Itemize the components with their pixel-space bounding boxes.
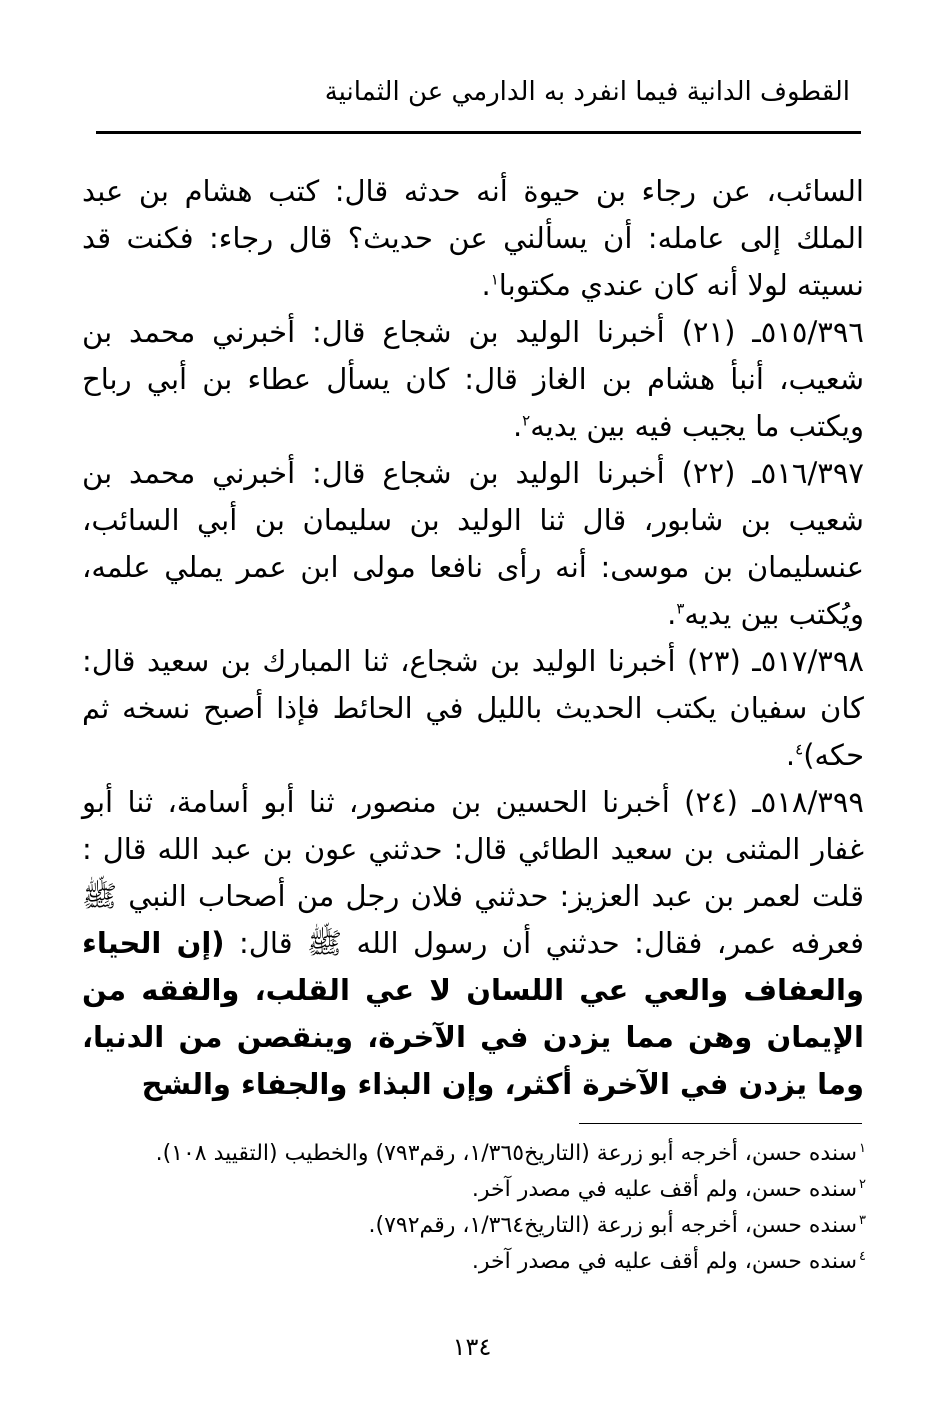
footnote-number: ٢ xyxy=(859,1176,866,1192)
hadith-number: ٥١٧/٣٩٨ـ (٢٣) xyxy=(687,644,865,678)
footnote-number: ٤ xyxy=(859,1248,866,1264)
footnote-text: سنده حسن، ولم أقف عليه في مصدر آخر. xyxy=(471,1249,858,1274)
paragraph-text: أخبرنا الحسين بن منصور، ثنا أبو أسامة، ثنا أبو غفار المثنى بن سعيد الطائي قال: حدثني عون بن عبد الله قال : قلت لعمر بن عبد العزيز: حدثني فلان رجل من أصحاب النبي ﷺ فعرفه عمر، فقال: حدثني أن رسول الله ﷺ قال: xyxy=(82,785,864,960)
footnotes xyxy=(80,1136,866,1280)
paragraph-text: السائب، عن رجاء بن حيوة أنه حدثه قال: كتب هشام بن عبد الملك إلى عامله: أن يسألني عن حديث؟ قال رجاء: فكنت قد نسيته لولا أنه كان عندي مكتوبا xyxy=(82,174,864,302)
footnote-number: ٣ xyxy=(859,1212,866,1228)
paragraph-continuation xyxy=(82,168,864,309)
paragraph-text: أخبرنا الوليد بن شجاع قال: أخبرني محمد بن شعيب بن شابور، قال ثنا الوليد بن سليمان بن أبي السائب، عنسليمان بن موسى: أنه رأى نافعا مولى ابن عمر يملي علمه، ويُكتب بين يديه xyxy=(82,456,864,631)
footnote xyxy=(80,1244,866,1280)
paragraph-end: . xyxy=(667,597,677,631)
footnote-rule xyxy=(579,1123,862,1124)
hadith-number: ٥١٨/٣٩٩ـ (٢٤) xyxy=(684,785,864,819)
header-rule xyxy=(96,131,861,134)
hadith-number: ٥١٥/٣٩٦ـ (٢١) xyxy=(681,315,864,349)
footnote xyxy=(80,1136,866,1172)
main-text xyxy=(82,168,864,1108)
paragraph-text: أخبرنا الوليد بن شجاع قال: أخبرني محمد بن شعيب، أنبأ هشام بن الغاز قال: كان يسأل عطاء بن أبي رباح ويكتب ما يجيب فيه بين يديه xyxy=(82,315,864,443)
footnote-text: سنده حسن، أخرجه أبو زرعة (التاريخ١/٣٦٤، رقم٧٩٢). xyxy=(368,1213,858,1238)
footnote xyxy=(80,1172,866,1208)
footnote-reference: ٤ xyxy=(795,740,804,759)
hadith-entry-397 xyxy=(82,450,864,638)
hadith-number: ٥١٦/٣٩٧ـ (٢٢) xyxy=(681,456,864,490)
footnote-text: سنده حسن، ولم أقف عليه في مصدر آخر. xyxy=(471,1177,858,1202)
running-header: القطوف الدانية فيما انفرد به الدارمي عن الثمانية xyxy=(324,77,850,107)
paragraph-end: . xyxy=(785,738,796,772)
hadith-entry-396 xyxy=(82,309,864,450)
hadith-entry-399 xyxy=(82,779,864,1108)
footnote-reference: ٣ xyxy=(676,599,685,618)
hadith-quote: (إن الحياء والعفاف والعي عي اللسان لا عي القلب، والفقه من الإيمان وهن مما يزدن في الآخرة، وينقصن من الدنيا، وما يزدن في الآخرة أكثر، وإن البذاء والجفاء والشح xyxy=(82,926,864,1101)
page-number: ١٣٤ xyxy=(452,1333,492,1361)
paragraph-end: . xyxy=(512,409,523,443)
footnote xyxy=(80,1208,866,1244)
footnote-text: سنده حسن، أخرجه أبو زرعة (التاريخ١/٣٦٥، رقم٧٩٣) والخطيب (التقييد ١٠٨). xyxy=(155,1141,858,1166)
footnote-reference: ٢ xyxy=(522,411,531,430)
hadith-entry-398 xyxy=(82,638,864,779)
paragraph-end: . xyxy=(481,268,491,302)
footnote-number: ١ xyxy=(859,1140,866,1156)
paragraph-text: أخبرنا الوليد بن شجاع، ثنا المبارك بن سعيد قال: كان سفيان يكتب الحديث بالليل في الحائط فإذا أصبح نسخه ثم حكه) xyxy=(82,644,864,772)
footnote-reference: ١ xyxy=(490,270,499,289)
